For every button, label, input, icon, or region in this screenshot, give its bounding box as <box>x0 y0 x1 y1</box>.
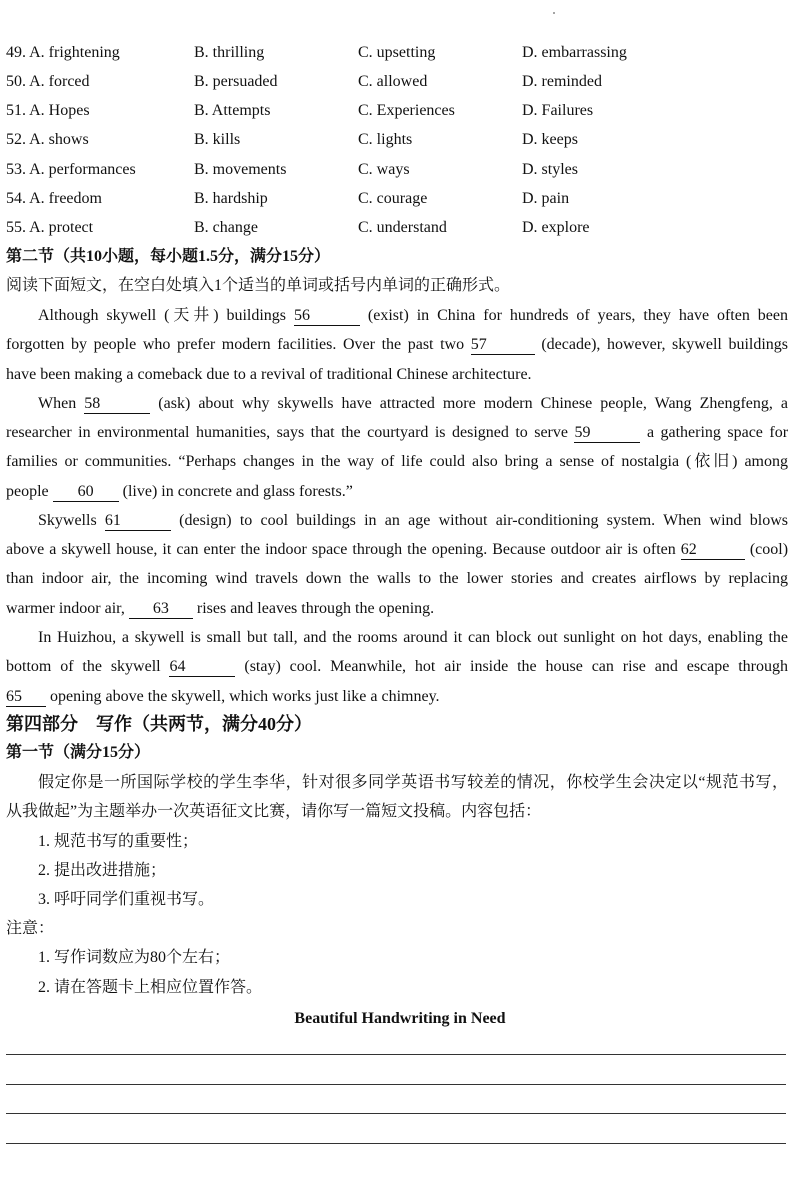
option-b: B. kills <box>194 131 241 148</box>
section-heading: 第二节（共10小题，每小题1.5分，满分15分） <box>6 248 331 265</box>
answer-blank[interactable]: 63 <box>129 600 193 619</box>
option-a: 51. A. Hopes <box>6 102 90 119</box>
answer-blank[interactable]: 59 <box>574 424 640 443</box>
option-a: 49. A. frightening <box>6 44 120 61</box>
writing-line[interactable] <box>6 1113 786 1114</box>
option-b: B. hardship <box>194 190 268 207</box>
option-b: B. Attempts <box>194 102 271 119</box>
option-a: 53. A. performances <box>6 161 136 178</box>
writing-line[interactable] <box>6 1143 786 1144</box>
answer-blank[interactable]: 65 <box>6 688 46 707</box>
note-item: 1. 写作词数应为80个左右； <box>38 949 231 966</box>
part-heading: 第四部分 写作（共两节，满分40分） <box>6 714 312 734</box>
option-row <box>0 99 800 123</box>
option-d: D. explore <box>522 219 590 236</box>
option-d: D. styles <box>522 161 578 178</box>
answer-blank[interactable]: 56 <box>294 307 360 326</box>
answer-blank[interactable]: 60 <box>53 483 119 502</box>
prompt-line: 从我做起”为主题举办一次英语征文比赛，请你写一篇短文投稿。内容包括： <box>6 803 542 820</box>
passage-line: forgotten by people who prefer modern facilities. Over the past two 57 (decade), however, skywell buildings <box>6 336 788 353</box>
option-c: C. upsetting <box>358 44 436 61</box>
option-c: C. Experiences <box>358 102 455 119</box>
passage-line: Skywells 61 (design) to cool buildings in an age without air-conditioning system. When wind blows <box>38 512 789 529</box>
prompt-line: 假定你是一所国际学校的学生李华，针对很多同学英语书写较差的情况，你校学生会决定以“规范书写， <box>38 774 788 791</box>
content-item: 2. 提出改进措施； <box>38 862 167 879</box>
subsection-heading: 第一节（满分15分） <box>6 744 151 761</box>
option-row <box>0 158 800 182</box>
option-b: B. movements <box>194 161 287 178</box>
passage-line: above a skywell house, it can enter the indoor space through the opening. Because outdoor air is often 62 (cool) <box>6 541 789 558</box>
answer-blank[interactable]: 64 <box>169 658 235 677</box>
content-item: 3. 呼吁同学们重视书写。 <box>38 891 215 908</box>
passage-line: bottom of the skywell 64 (stay) cool. Meanwhile, hot air inside the house can rise and escape through <box>6 658 789 675</box>
passage-line: families or communities. “Perhaps changes in the way of life could also bring a sense of nostalgia (依旧) among <box>6 453 788 470</box>
passage-line: When 58 (ask) about why skywells have attracted more modern Chinese people, Wang Zhengfeng, a <box>38 395 789 412</box>
option-d: D. Failures <box>522 102 594 119</box>
answer-blank[interactable]: 58 <box>84 395 150 414</box>
option-a: 52. A. shows <box>6 131 89 148</box>
note-label: 注意： <box>6 920 55 937</box>
option-c: C. ways <box>358 161 410 178</box>
note-item: 2. 请在答题卡上相应位置作答。 <box>38 979 263 996</box>
passage-line: 65 opening above the skywell, which works just like a chimney. <box>6 688 440 705</box>
passage-line: than indoor air, the incoming wind travels down the walls to the lower stories and creates airflows by replacing <box>6 570 788 587</box>
option-a: 50. A. forced <box>6 73 90 90</box>
answer-blank[interactable]: 62 <box>681 541 745 560</box>
passage-line: In Huizhou, a skywell is small but tall, and the rooms around it can block out sunlight on hot days, enabling the <box>38 629 788 646</box>
option-d: D. embarrassing <box>522 44 627 61</box>
option-c: C. courage <box>358 190 428 207</box>
content-item: 1. 规范书写的重要性； <box>38 833 199 850</box>
writing-line[interactable] <box>6 1054 786 1055</box>
scan-speck <box>553 12 555 14</box>
essay-title: Beautiful Handwriting in Need <box>294 1010 506 1027</box>
option-b: B. change <box>194 219 258 236</box>
option-d: D. pain <box>522 190 570 207</box>
option-a: 54. A. freedom <box>6 190 102 207</box>
section-instruction: 阅读下面短文，在空白处填入1个适当的单词或括号内单词的正确形式。 <box>6 277 511 294</box>
option-c: C. allowed <box>358 73 428 90</box>
option-c: C. lights <box>358 131 413 148</box>
writing-line[interactable] <box>6 1084 786 1085</box>
answer-blank[interactable]: 61 <box>105 512 171 531</box>
passage-line: researcher in environmental humanities, says that the courtyard is designed to serve 59 a gathering space for <box>6 424 789 441</box>
answer-blank[interactable]: 57 <box>471 336 535 355</box>
option-b: B. persuaded <box>194 73 278 90</box>
option-b: B. thrilling <box>194 44 265 61</box>
passage-line: people 60 (live) in concrete and glass forests.” <box>6 483 353 500</box>
option-row <box>0 216 800 240</box>
option-a: 55. A. protect <box>6 219 94 236</box>
option-d: D. keeps <box>522 131 578 148</box>
option-d: D. reminded <box>522 73 602 90</box>
passage-line: Although skywell (天井) buildings 56 (exist) in China for hundreds of years, they have often been <box>38 307 788 324</box>
option-row <box>0 70 800 94</box>
option-row <box>0 128 800 152</box>
option-row <box>0 187 800 211</box>
passage-line: have been making a comeback due to a revival of traditional Chinese architecture. <box>6 366 532 383</box>
option-row <box>0 41 800 65</box>
option-c: C. understand <box>358 219 447 236</box>
passage-line: warmer indoor air, 63 rises and leaves through the opening. <box>6 600 435 617</box>
